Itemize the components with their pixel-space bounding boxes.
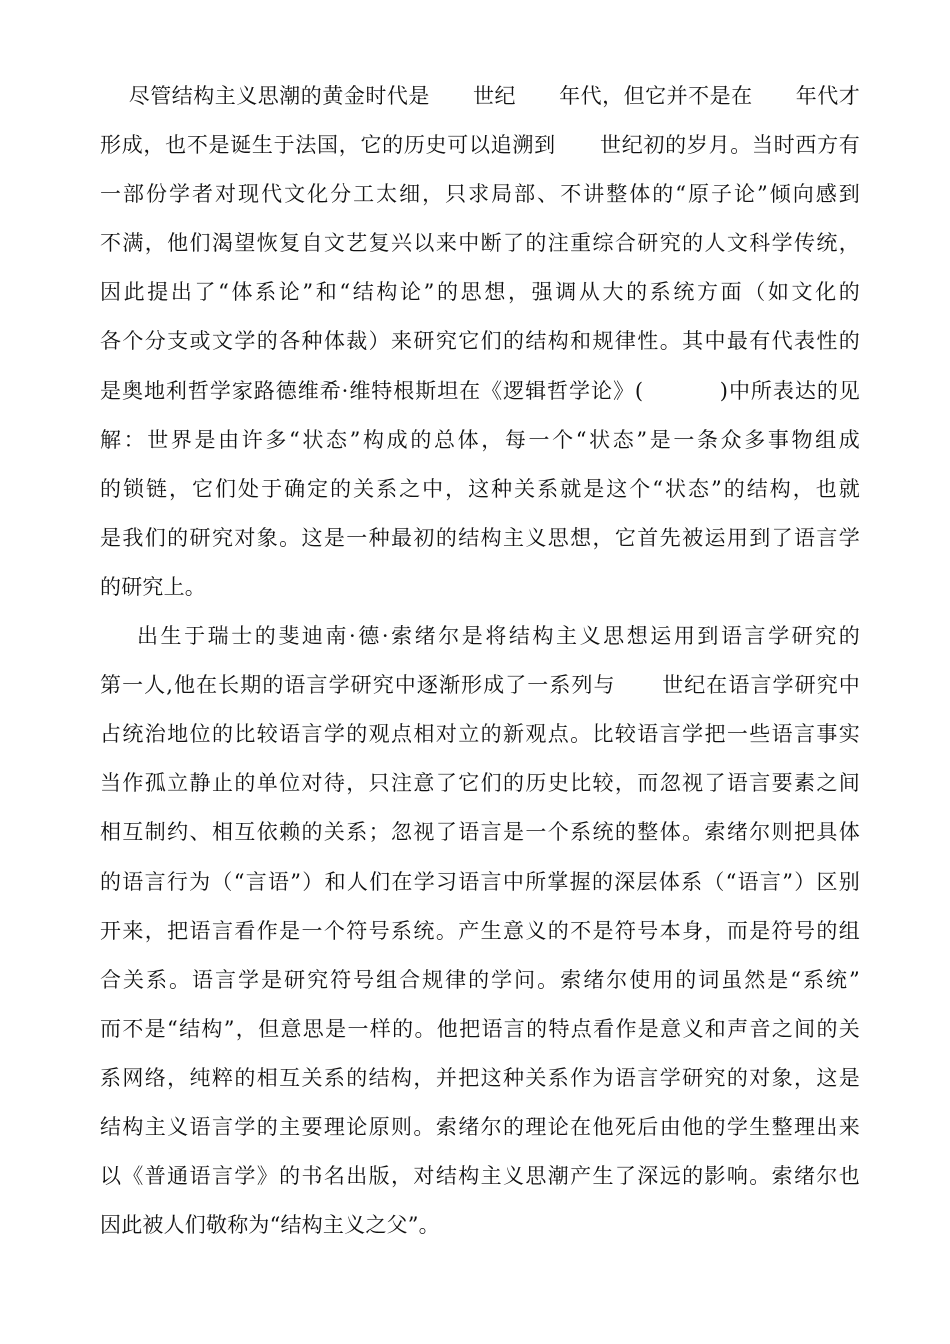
text-line: 占统治地位的比较语言学的观点相对立的新观点。比较语言学把一些语言事实 xyxy=(100,722,860,747)
paragraph-structuralism-origins xyxy=(100,72,860,612)
text-line: 是奥地利哲学家路德维希·维特根斯坦在《逻辑哲学论》( )中所表达的见 xyxy=(100,378,860,403)
text-line: 开来，把语言看作是一个符号系统。产生意义的不是符号本身，而是符号的组 xyxy=(100,918,860,943)
document-page xyxy=(100,72,860,1250)
text-line: 相互制约、相互依赖的关系；忽视了语言是一个系统的整体。索绪尔则把具体 xyxy=(100,820,860,845)
text-line: 尽管结构主义思潮的黄金时代是 世纪 年代，但它并不是在 年代才 xyxy=(100,84,860,108)
text-line: 的语言行为（“言语”）和人们在学习语言中所掌握的深层体系（“语言”）区别 xyxy=(100,869,860,894)
text-line: 因此被人们敬称为“结构主义之父”。 xyxy=(100,1213,440,1238)
text-line: 形成，也不是诞生于法国，它的历史可以追溯到 世纪初的岁月。当时西方有 xyxy=(100,133,860,158)
text-line: 以《普通语言学》的书名出版，对结构主义思潮产生了深远的影响。索绪尔也 xyxy=(100,1164,860,1189)
text-line: 第一人,他在长期的语言学研究中逐渐形成了一系列与 世纪在语言学研究中 xyxy=(100,673,860,698)
text-line: 结构主义语言学的主要理论原则。索绪尔的理论在他死后由他的学生整理出来 xyxy=(100,1114,860,1139)
text-line: 而不是“结构”，但意思是一样的。他把语言的特点看作是意义和声音之间的关 xyxy=(100,1016,860,1041)
text-line: 的研究上。 xyxy=(100,574,206,599)
text-line: 当作孤立静止的单位对待，只注意了它们的历史比较，而忽视了语言要素之间 xyxy=(100,771,860,796)
paragraph-saussure xyxy=(100,612,860,1250)
text-line: 一部份学者对现代文化分工太细，只求局部、不讲整体的“原子论”倾向感到 xyxy=(100,182,860,207)
text-line: 合关系。语言学是研究符号组合规律的学问。索绪尔使用的词虽然是“系统” xyxy=(100,967,860,992)
text-line: 出生于瑞士的斐迪南·德·索绪尔是将结构主义思想运用到语言学研究的 xyxy=(100,624,860,649)
text-line: 是我们的研究对象。这是一种最初的结构主义思想，它首先被运用到了语言学 xyxy=(100,525,860,550)
text-line: 不满，他们渴望恢复自文艺复兴以来中断了的注重综合研究的人文科学传统， xyxy=(100,231,860,256)
text-line: 各个分支或文学的各种体裁）来研究它们的结构和规律性。其中最有代表性的 xyxy=(100,329,860,354)
text-line: 的锁链，它们处于确定的关系之中，这种关系就是这个“状态”的结构，也就 xyxy=(100,476,860,501)
text-line: 因此提出了“体系论”和“结构论”的思想，强调从大的系统方面（如文化的 xyxy=(100,280,860,305)
text-line: 解：世界是由许多“状态”构成的总体，每一个“状态”是一条众多事物组成 xyxy=(100,427,860,452)
text-line: 系网络，纯粹的相互关系的结构，并把这种关系作为语言学研究的对象，这是 xyxy=(100,1065,860,1090)
